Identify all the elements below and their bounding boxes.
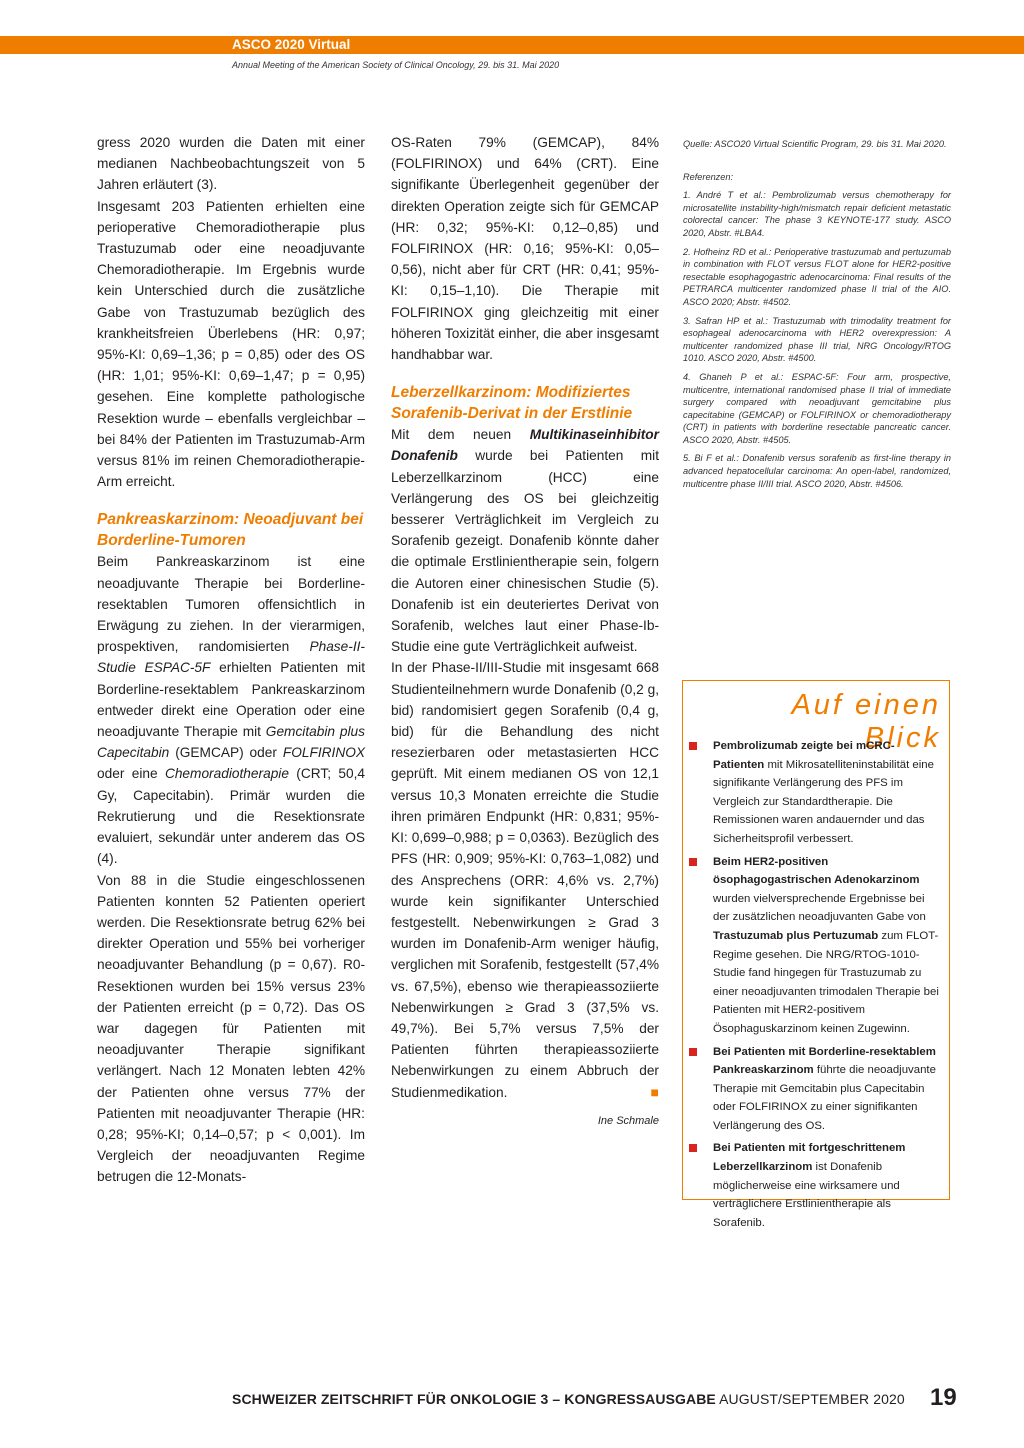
glance-title: Auf einen Blick (791, 689, 941, 754)
square-bullet-icon (689, 858, 697, 866)
reference-item: 2. Hofheinz RD et al.: Perioperative trastuzumab and pertuzumab in combination with FLOT versus FLOT alone for HER2-positive resectable esophagogastric adenocarcinoma: Final results of the PETRARCA multicenter randomized phase II trial of the AIO. ASCO 2020; Abstr. #4502. (683, 246, 951, 307)
paragraph: Beim Pankreaskarzinom ist eine neoadjuvante Therapie bei Borderline-resektablen Tumoren offensichtlich in Erwägung zu ziehen. In der vierarmigen, prospektiven, randomisierten Phase-II-Studie ESPAC-5F erhielten Patienten mit Borderline-resektablem Pankreaskarzinom entweder direkt eine Operation oder eine neoadjuvante Therapie mit Gemcitabin plus Capecitabin (GEMCAP) oder FOLFIRINOX oder eine Chemoradiotherapie (CRT; 50,4 Gy, Capecitabin). Primär wurden die Rekrutierung und die Resektionsrate evaluiert, sekundär unter anderem das OS (4). (97, 554, 366, 867)
paragraph: OS-Raten 79% (GEMCAP), 84% (FOLFIRINOX) und 64% (CRT). Eine signifikante Überlegenheit gegenüber der direkten Operation zeigte sich für GEMCAP (HR: 0,32; 95%-KI: 0,12–0,85) und FOLFIRINOX (HR: 0,16; 95%-KI: 0,05–0,56), nicht aber für CRT (HR: 0,41; 95%-KI: 0,15–1,10). Die Therapie mit FOLFIRINOX ging gleichzeitig mit einer höheren Toxizität einher, die aber insgesamt handhabbar war. (391, 135, 659, 363)
references-heading: Referenzen: (683, 171, 734, 182)
header-bar (0, 36, 1024, 54)
paragraph: In der Phase-II/III-Studie mit insgesamt 668 Studienteilnehmern wurde Donafenib (0,2 g, bid) randomisiert gegen Sorafenib (0,4 g, bid) für die Behandlung des nicht resezierbaren oder metastasierten HCC geprüft. Mit einem medianen OS von 12,1 versus 10,3 Monaten erreichte die Studie ihren primären Endpunkt (HR: 0,831; 95%-KI: 0,699–0,988; p = 0,0363). Bezüglich des PFS (HR: 0,909; 95%-KI: 0,763–1,082) und des Ansprechens (ORR: 4,6% vs. 2,7%) wurde kein signifikanter Unterschied festgestellt. Nebenwirkungen ≥ Grad 3 wurden im Donafenib-Arm weniger häufig, verglichen mit Sorafenib, festgestellt (57,4% vs. 67,5%), ebenso wie therapieassoziierte Nebenwirkungen ≥ Grad 3 (37,5% vs. 49,7%). Bei 5,7% versus 7,5% der Patienten führten therapieassoziierte Nebenwirkungen zu einem Abbruch der Studienmedikation. ■ (391, 657, 659, 1102)
square-bullet-icon (689, 742, 697, 750)
page-number: 19 (930, 1384, 957, 1411)
section-heading-liver: Leberzellkarzinom: Modifiziertes Sorafenib-Derivat in der Erstlinie (391, 384, 633, 422)
references-column (683, 138, 951, 496)
glance-item: Pembrolizumab zeigte bei mCRC-Patienten mit Mikrosatelliteninstabilität eine signifikante Verlängerung des PFS im Vergleich zur Standardtherapie. Die Remissionen waren andauernder und das Sicherheitsprofil verbessert. (689, 737, 943, 849)
reference-item: 3. Safran HP et al.: Trastuzumab with trimodality treatment for esophageal adenocarcinoma with HER2 overexpression: A multicenter randomized phase III trial, NRG Oncology/RTOG 1010. ASCO 2020, Abstr. #4500. (683, 315, 951, 364)
source-note: Quelle: ASCO20 Virtual Scientific Program, 29. bis 31. Mai 2020. (683, 139, 947, 149)
paragraph: Insgesamt 203 Patienten erhielten eine perioperative Chemoradiotherapie plus Trastuzumab oder eine neoadjuvante Chemoradiotherapie. Im Ergebnis wurde kein Unterschied durch die zusätzliche Gabe von Trastuzumab bezüglich des krankheitsfreien Überlebens (HR: 0,97; 95%-KI: 0,69–1,36; p = 0,85) oder des OS (HR: 1,01; 95%-KI: 0,69–1,47; p = 0,95) gesehen. Eine komplette pathologische Resektion wurde – ebenfalls vergleichbar – bei 84% der Patienten im Trastuzumab-Arm versus 81% im reinen Chemoradiotherapie-Arm erreicht. (97, 198, 365, 490)
footer: SCHWEIZER ZEITSCHRIFT FÜR ONKOLOGIE 3 – KONGRESSAUSGABE AUGUST/SEPTEMBER 2020 (232, 1391, 905, 1407)
column-1 (97, 132, 365, 1188)
square-bullet-icon (689, 1048, 697, 1056)
paragraph: gress 2020 wurden die Daten mit einer medianen Nachbeobachtungszeit von 5 Jahren erläutert (3). (97, 135, 365, 193)
reference-item: 4. Ghaneh P et al.: ESPAC-5F: Four arm, prospective, multicentre, international randomised phase II trial of immediate surgery compared with neoadjuvant gemcitabine plus capecitabine (GEMCAP) or FOLFIRINOX or chemoradiotherapy (CRT) in patients with borderline resectable pancreatic cancer. ASCO 2020, Abstr. #4505. (683, 371, 951, 445)
glance-item: Bei Patienten mit fortgeschrittenem Leberzellkarzinom ist Donafenib möglicherweise eine wirksamere und verträglichere Erstlinientherapie als Sorafenib. (689, 1139, 943, 1232)
header-title: ASCO 2020 Virtual (232, 37, 351, 52)
reference-item: 1. André T et al.: Pembrolizumab versus chemotherapy for microsatellite instability-high/mismatch repair deficient metastatic colorectal cancer: The phase 3 KEYNOTE-177 study. ASCO 2020, Abstr. #LBA4. (683, 190, 951, 238)
author: Ine Schmale (597, 1114, 659, 1127)
reference-item: 5. Bi F et al.: Donafenib versus sorafenib as first-line therapy in advanced hepatocellular carcinoma: An open-label, randomized, multicentre phase II/III trial. ASCO 2020, Abstr. #4506. (683, 453, 951, 489)
paragraph: Von 88 in die Studie eingeschlossenen Patienten konnten 52 Patienten operiert werden. Die Resektionsrate betrug 62% bei direkter Operation und 55% bei vorheriger neoadjuvanter Behandlung (p = 0,67). R0-Resektionen wurden bei 15% versus 23% der Patienten erreicht (p = 0,72). Das OS war dagegen für Patienten mit neoadjuvanter Therapie signifikant verlängert. Nach 12 Monaten lebten 42% der Patienten ohne versus 77% der Patienten mit neoadjuvanter Therapie (HR: 0,28; 95%-KI; 0,14–0,57; p < 0,001). Im Vergleich der neoadjuvanten Regime betrugen die 12-Monats- (97, 872, 365, 1185)
at-a-glance-box (682, 680, 950, 1229)
glance-item: Bei Patienten mit Borderline-resektablem Pankreaskarzinom führte die neoadjuvante Therapie mit Gemcitabin plus Capecitabin oder FOLFIRINOX zu einer signifikanten Verlängerung des OS. (689, 1043, 943, 1136)
glance-list (689, 737, 943, 1236)
column-2 (391, 132, 659, 1132)
paragraph: Mit dem neuen Multikinaseinhibitor Donafenib wurde bei Patienten mit Leberzellkarzinom (HCC) eine Verlängerung des OS bei gleichzeitig besserer Verträglichkeit im Vergleich zu Sorafenib gezeigt. Donafenib könnte daher die optimale Erstlinientherapie sein, folgern die Autoren einer chinesischen Studie (5). Donafenib ist ein deuteriertes Derivat von Sorafenib, welches laut einer Phase-Ib-Studie eine gute Verträglichkeit aufweist. (391, 427, 659, 655)
header-subtitle: Annual Meeting of the American Society of Clinical Oncology, 29. bis 31. Mai 2020 (232, 60, 560, 70)
section-heading-pancreas: Pankreaskarzinom: Neoadjuvant bei Borderline-Tumoren (97, 511, 364, 549)
square-bullet-icon (689, 1144, 697, 1152)
glance-item: Beim HER2-positiven ösophagogastrischen Adenokarzinom wurden vielversprechende Ergebnisse bei der zusätzlichen neoadjuvanten Gabe von Trastuzumab plus Pertuzumab zum FLOT-Regime gesehen. Die NRG/RTOG-1010-Studie fand hingegen für Trastuzumab zu einer neoadjuvanten trimodalen Therapie bei Patienten mit HER2-positivem Ösophaguskarzinom keinen Zugewinn. (689, 853, 943, 1039)
end-mark: ■ (650, 1083, 659, 1100)
